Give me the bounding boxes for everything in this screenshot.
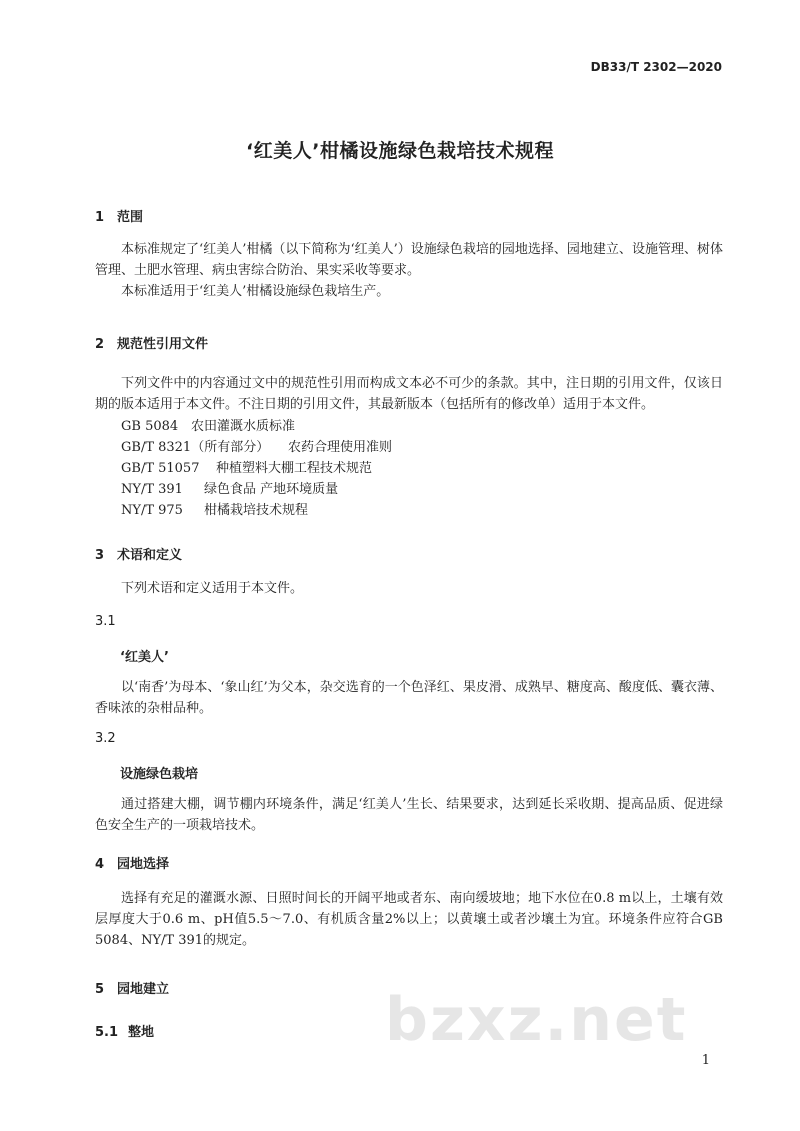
section-5-heading: [95, 978, 169, 997]
term-3-2-definition: 通过搭建大棚，调节棚内环境条件，满足‘红美人’生长、结果要求，达到延长采收期、提高品质、促进绿色安全生产的一项栽培技术。: [95, 797, 723, 833]
page-number: 1: [701, 1053, 710, 1068]
section-title: 整地: [128, 1025, 155, 1040]
section-number: 5.1: [95, 1025, 119, 1040]
reference-item: [121, 478, 338, 497]
watermark-text: bzxz.net: [385, 985, 688, 1055]
section-number: 1: [95, 210, 105, 225]
term-3-2-name: 设施绿色栽培: [120, 767, 199, 782]
term-3-2-number: 3.2: [95, 731, 116, 746]
section-2-paragraph-1: 下列文件中的内容通过文中的规范性引用而构成文本必不可少的条款。其中，注日期的引用文件，仅该日期的版本适用于本文件。不注日期的引用文件，其最新版本（包括所有的修改单）适用于本文件。: [95, 376, 723, 412]
section-4-heading: [95, 853, 169, 872]
document-title: ‘红美人’柑橘设施绿色栽培技术规程: [246, 140, 554, 162]
section-number: 5: [95, 982, 105, 997]
reference-item: [121, 436, 392, 455]
reference-code: NY/T 975: [121, 503, 183, 518]
section-4-paragraph-1: 选择有充足的灌溉水源、日照时间长的开阔平地或者东、南向缓坡地；地下水位在0.8 m以上，土壤有效层厚度大于0.6 m、pH值5.5～7.0、有机质含量2%以上；以黄壤土或者沙壤土为宜。环境条件应符合GB 5084、NY/T 391的规定。: [95, 891, 723, 948]
reference-code: NY/T 391: [121, 482, 183, 497]
section-3-paragraph-1: 下列术语和定义适用于本文件。: [121, 581, 304, 596]
reference-code: GB 5084: [121, 419, 179, 434]
term-3-1-definition: 以‘南香’为母本、‘象山红’为父本，杂交选育的一个色泽红、果皮滑、成熟早、糖度高、酸度低、囊衣薄、香味浓的杂柑品种。: [95, 680, 723, 716]
section-title: 园地建立: [117, 982, 170, 997]
standard-number: DB33/T 2302—2020: [590, 60, 722, 74]
term-3-1-name: ‘红美人’: [120, 650, 169, 665]
reference-name: 绿色食品 产地环境质量: [204, 482, 339, 497]
section-number: 2: [95, 337, 105, 352]
term-3-1-number: 3.1: [95, 614, 116, 629]
section-2-heading: [95, 333, 208, 352]
section-1-paragraph-2: 本标准适用于‘红美人’柑橘设施绿色栽培生产。: [121, 284, 390, 299]
reference-code: GB/T 51057: [121, 461, 200, 476]
section-title: 范围: [117, 210, 144, 225]
section-1-paragraph-1: 本标准规定了‘红美人’柑橘（以下简称为‘红美人’）设施绿色栽培的园地选择、园地建立、设施管理、树体管理、土肥水管理、病虫害综合防治、果实采收等要求。: [95, 242, 723, 278]
section-number: 3: [95, 548, 105, 563]
section-1-heading: [95, 206, 143, 225]
section-3-heading: [95, 544, 182, 563]
section-5-1-heading: [95, 1021, 154, 1040]
reference-name: 种植塑料大棚工程技术规范: [216, 461, 373, 476]
reference-item: [121, 457, 372, 476]
reference-name: 农药合理使用准则: [288, 440, 393, 455]
reference-item: [121, 415, 295, 434]
section-title: 园地选择: [117, 857, 170, 872]
reference-item: [121, 499, 308, 518]
section-number: 4: [95, 857, 105, 872]
reference-name: 农田灌溉水质标准: [191, 419, 296, 434]
section-title: 规范性引用文件: [117, 337, 209, 352]
reference-code: GB/T 8321（所有部分）: [121, 440, 270, 455]
section-title: 术语和定义: [117, 548, 183, 563]
reference-name: 柑橘栽培技术规程: [204, 503, 309, 518]
